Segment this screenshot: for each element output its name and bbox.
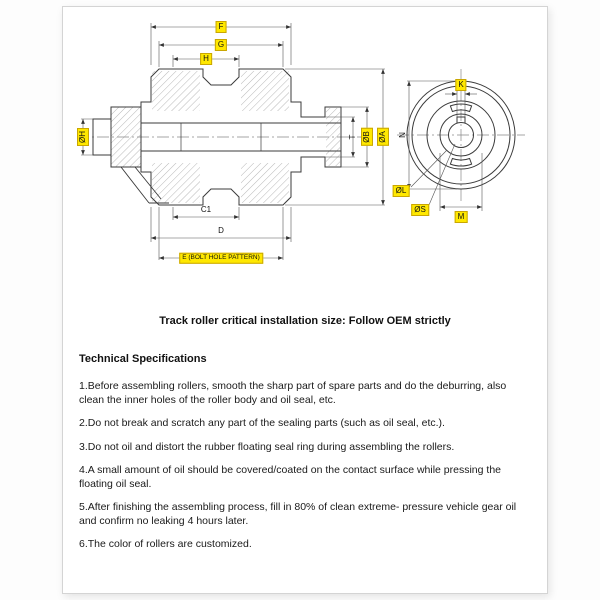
page-title: Track roller critical installation size: Follow OEM strictly (159, 315, 451, 327)
spec-item-5: 5.After finishing the assembling process, fill in 80% of clean extreme- pressure vehicle gear oil and confirm no leaking 4 hours later. (79, 501, 517, 528)
document-page (62, 6, 548, 594)
dim-label-dia-a: ØA (377, 128, 389, 146)
spec-item-2: 2.Do not break and scratch any part of the sealing parts (such as oil seal, etc.). (79, 417, 445, 430)
dim-label-dia-b: ØB (361, 128, 373, 146)
dim-label-f: F (216, 21, 227, 33)
spec-item-4: 4.A small amount of oil should be covered/coated on the contact surface while pressing the floating oil seal. (79, 463, 501, 490)
dim-label-dia-h: ØH (77, 128, 89, 146)
dim-label-k: K (455, 79, 466, 91)
dim-label-h: H (200, 53, 212, 65)
dim-label-bolt-pattern: E (BOLT HOLE PATTERN) (179, 253, 263, 264)
dim-label-t: T (348, 134, 357, 140)
spec-list (79, 379, 531, 552)
dim-label-g: G (215, 39, 227, 51)
spec-item-6: 6.The color of rollers are customized. (79, 538, 252, 551)
dim-label-m: M (455, 211, 468, 223)
track-roller-drawing-svg (63, 7, 547, 299)
dim-label-c1: C1 (200, 205, 212, 214)
dim-label-d: D (218, 226, 224, 235)
section-heading: Technical Specifications (79, 353, 207, 365)
technical-drawing (63, 7, 547, 299)
spec-item-3: 3.Do not oil and distort the rubber floating seal ring during assembling the rollers. (79, 440, 455, 453)
dim-label-dia-l: ØL (393, 185, 410, 197)
spec-item-1: 1.Before assembling rollers, smooth the sharp part of spare parts and do the deburring, also clean the inner holes of the roller body and oil seal, etc. (79, 380, 507, 407)
dim-label-dia-s: ØS (411, 204, 429, 216)
dim-label-n: N (398, 132, 407, 138)
